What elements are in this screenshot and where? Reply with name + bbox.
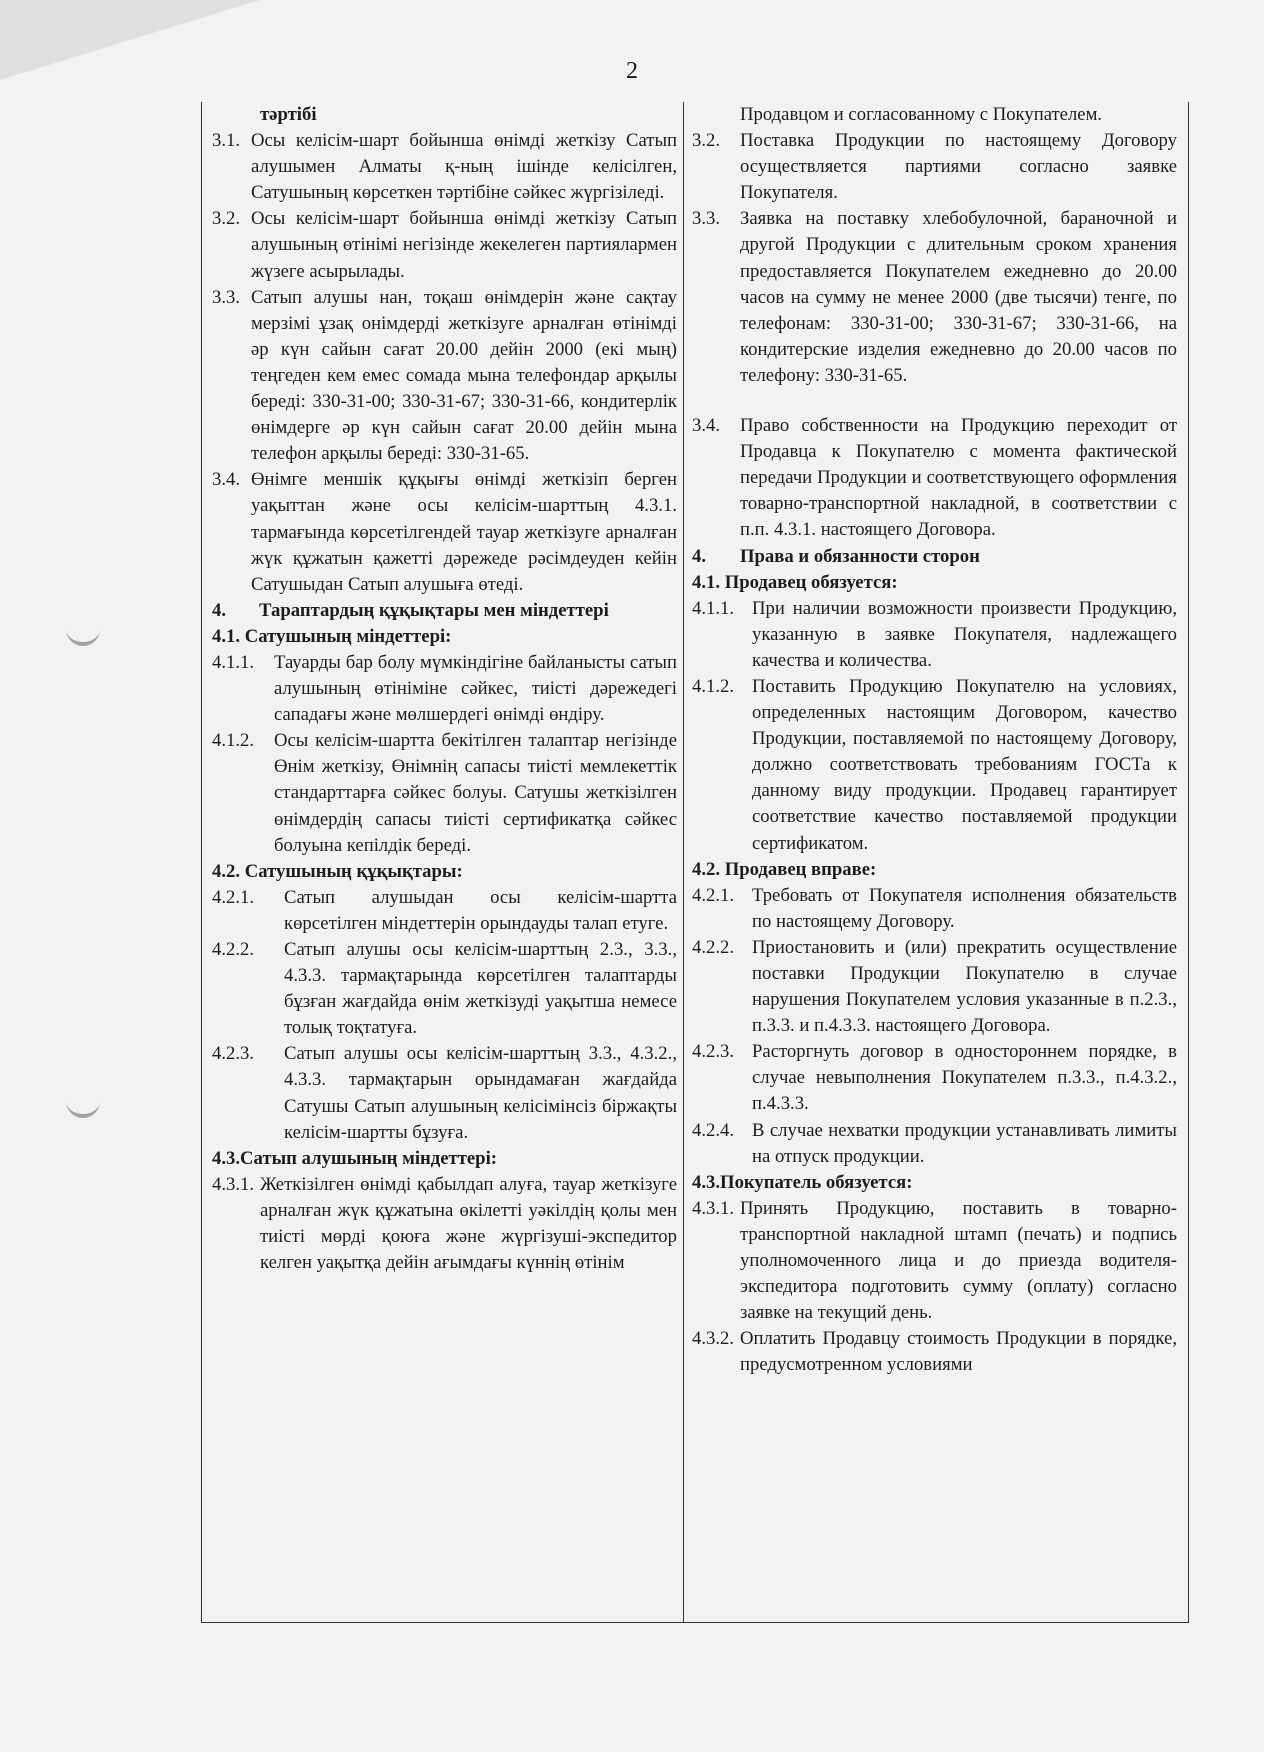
clause-text: Өнімге меншік құқығы өнімді жеткізіп берген уақыттан және осы келісім-шарттың 4.3.1. тармағында көрсетілгендей тауар жеткізуге арналған жүк құжатын қажетті дәрежеде рәсімдеуден кейін Сатушыдан Сатып алушыға өтеді. xyxy=(251,469,677,595)
clause-4-2-3 xyxy=(692,1039,1177,1117)
clause-number: 4.2.4. xyxy=(692,1119,735,1141)
clause-number: 4.2.2. xyxy=(692,936,735,958)
clause-4-3-1 xyxy=(212,1172,677,1276)
clause-3-3 xyxy=(212,285,677,468)
clause-number: 3.1. xyxy=(212,130,241,152)
clause-3-4 xyxy=(212,467,677,597)
subsection-4-3-heading: 4.3.Покупатель обязуется: xyxy=(692,1171,913,1193)
clause-text: Тауарды бар болу мүмкіндігіне байланысты сатып алушының өтініміне сәйкес, тиісті дәрежедегі сападағы және мөлшердегі өнімді өндіру. xyxy=(274,651,677,726)
clause-3-4 xyxy=(692,413,1177,543)
clause-text: Сатып алушы осы келісім-шарттың 3.3., 4.3.2., 4.3.3. тармақтарын орындамаған жағдайда Сатушы Сатып алушының келісімінсіз біржақты келісім-шартты бұзуға. xyxy=(284,1043,677,1143)
clause-text: Заявка на поставку хлебобулочной, бараночной и другой Продукции с длительным сроком хранения предоставляется Покупателем ежедневно до 20.00 часов на сумму не менее 2000 (две тысячи) тенге, по телефонам: 330-31-00; 330-31-67; 330-31-66, на кондитерские изделия ежедневно до 20.00 часов по телефону: 330-31-65. xyxy=(740,208,1177,386)
clause-number: 4.3.1. xyxy=(212,1173,255,1195)
clause-number: 4.1.2. xyxy=(692,675,735,697)
clause-4-3-2 xyxy=(692,1326,1177,1378)
clause-4-1-1 xyxy=(212,650,677,728)
clause-text: Право собственности на Продукцию переходит от Продавца к Покупателю с момента фактической передачи Продукции и соответствующего оформления товарно-транспортной накладной, в соответствии с п.п. 4.3.1. настоящего Договора. xyxy=(740,415,1177,541)
clause-text: Приостановить и (или) прекратить осуществление поставки Продукции Покупателю в случае нарушения Покупателем условия указанные в п.2.3., п.3.3. и п.4.3.3. настоящего Договора. xyxy=(752,936,1177,1037)
clause-text: Сатып алушы нан, тоқаш өнімдерін және сақтау мерзімі ұзақ онімдерді жеткізуге арналған өтінімді әр күн сайын сағат 20.00 дейін 2000 (екі мың) теңгеден кем емес сомада мына телефондар арқылы береді: 330-31-00; 330-31-67; 330-31-66, кондитерлік өнімдерге әр күн сайын сағат 20.00 дейін мына телефон арқылы береді: 330-31-65. xyxy=(251,286,677,465)
subsection-4-2-heading: 4.2. Продавец вправе: xyxy=(692,858,877,880)
clause-continuation-text: Продавцом и согласованному с Покупателем. xyxy=(740,104,1103,125)
clause-text: В случае нехватки продукции устанавливать лимиты на отпуск продукции. xyxy=(752,1119,1177,1167)
clause-4-2-2 xyxy=(692,935,1177,1039)
clause-number: 4.3.2. xyxy=(692,1328,735,1350)
clause-3-2 xyxy=(212,206,677,284)
clause-text: Требовать от Покупателя исполнения обязательств по настоящему Договору. xyxy=(752,884,1177,932)
punch-hole-mark xyxy=(66,1098,100,1118)
clause-number: 3.4. xyxy=(212,469,241,491)
section-4-heading xyxy=(692,544,1177,570)
section-title: Права и обязанности сторон xyxy=(740,545,980,567)
clause-number: 4.2.1. xyxy=(212,886,255,908)
clause-4-2-4 xyxy=(692,1118,1177,1170)
column-divider xyxy=(683,102,684,1622)
clause-text: Осы келісім-шартта бекітілген талаптар негізінде Өнім жеткізу, Өнімнің сапасы тиісті мемлекеттік стандарттарға сәйкес болуы. Сатушы жеткізілген өнімдердің сапасы тиісті сертификатқа сәйкес болуына кепілдік береді. xyxy=(274,730,677,856)
clause-text: Сатып алушы осы келісім-шарттың 2.3., 3.3., 4.3.3. тармақтарында көрсетілген талаптарды бұзған жағдайда өнім жеткізуді уақытша немесе толық тоқтатуға. xyxy=(284,939,677,1039)
blank-spacer xyxy=(692,389,1177,413)
clause-number: 3.2. xyxy=(692,130,721,152)
subsection-4-2-heading: 4.2. Сатушының құқықтары: xyxy=(212,860,463,882)
clause-number: 4.1.2. xyxy=(212,730,255,752)
clause-number: 4.2.3. xyxy=(212,1043,255,1065)
russian-column xyxy=(692,102,1177,1622)
clause-3-3 xyxy=(692,206,1177,389)
clause-3-1 xyxy=(212,128,677,206)
clause-text: Осы келісім-шарт бойынша өнімді жеткізу Сатып алушының өтінімі негізінде жекелеген партиялармен жүзеге асырылады. xyxy=(251,208,677,282)
clause-text: Осы келісім-шарт бойынша өнімді жеткізу Сатып алушымен Алматы қ-ның ішінде келісілген, Сатушының көрсеткен тәртібіне сәйкес жүргізіледі. xyxy=(251,130,677,204)
clause-4-2-3 xyxy=(212,1041,677,1145)
kazakh-column xyxy=(212,102,677,1622)
clause-number: 3.4. xyxy=(692,415,721,437)
clause-4-2-1 xyxy=(212,885,677,937)
subsection-4-1-heading: 4.1. Сатушының міндеттері: xyxy=(212,625,452,647)
clause-text: Принять Продукцию, поставить в товарно-транспортной накладной штамп (печать) и подпись уполномоченного лица и до приезда водителя-экспедитора подготовить сумму (оплату) согласно заявке на текущий день. xyxy=(740,1197,1177,1324)
section-4-heading xyxy=(212,598,677,624)
clause-number: 3.2. xyxy=(212,208,241,230)
clause-text: Расторгнуть договор в одностороннем порядке, в случае невыполнения Покупателем п.3.3., п.4.3.2., п.4.3.3. xyxy=(752,1041,1177,1115)
clause-text: При наличии возможности произвести Продукцию, указанную в заявке Покупателя, надлежащего качества и количества. xyxy=(752,597,1177,671)
clause-number: 3.3. xyxy=(212,286,241,308)
clause-4-2-1 xyxy=(692,883,1177,935)
clause-text: Жеткізілген өнімді қабылдап алуға, тауар жеткізуге арналған жүк құжатына өкілетті уәкілдің қолы мен тиісті мөрді қоюға және жүргізуші-экспедитор келген уақытқа дейін ағымдағы күннің өтінім xyxy=(260,1173,677,1274)
section-number: 4. xyxy=(692,545,707,567)
clause-text: Поставка Продукции по настоящему Договору осуществляется партиями согласно заявке Покупателя. xyxy=(740,130,1177,204)
clause-4-2-2 xyxy=(212,937,677,1041)
punch-hole-mark xyxy=(66,626,100,646)
clause-number: 4.2.3. xyxy=(692,1041,735,1063)
clause-number: 4.3.1. xyxy=(692,1197,735,1219)
clause-4-1-2 xyxy=(212,728,677,858)
subsection-4-3-heading: 4.3.Сатып алушының міндеттері: xyxy=(212,1147,497,1169)
clause-text: Оплатить Продавцу стоимость Продукции в порядке, предусмотренном условиями xyxy=(740,1328,1177,1376)
clause-number: 3.3. xyxy=(692,208,721,230)
clause-4-1-2 xyxy=(692,674,1177,857)
section-number: 4. xyxy=(212,599,227,621)
clause-3-2 xyxy=(692,128,1177,206)
clause-text: Сатып алушыдан осы келісім-шартта көрсетілген міндеттерін орындауды талап етуге. xyxy=(284,886,677,934)
clause-number: 4.2.2. xyxy=(212,939,255,960)
clause-number: 4.1.1. xyxy=(212,651,255,673)
clause-4-1-1 xyxy=(692,596,1177,674)
bilingual-contract-table xyxy=(201,102,1189,1623)
section-continuation-title: тәртібі xyxy=(260,104,317,125)
subsection-4-1-heading: 4.1. Продавец обязуется: xyxy=(692,571,898,593)
clause-number: 4.1.1. xyxy=(692,597,735,619)
clause-text: Поставить Продукцию Покупателю на условиях, определенных настоящим Договором, качество Продукции, поставляемой по настоящему Договору, должно соответствовать требованиям ГОСТа к данному виду продукции. Продавец гарантирует соответствие качество поставляемой продукции сертификатом. xyxy=(752,675,1177,854)
section-title: Тараптардың құқықтары мен міндеттері xyxy=(259,599,609,621)
clause-number: 4.2.1. xyxy=(692,884,735,906)
clause-4-3-1 xyxy=(692,1196,1177,1326)
page-number: 2 xyxy=(626,58,638,84)
